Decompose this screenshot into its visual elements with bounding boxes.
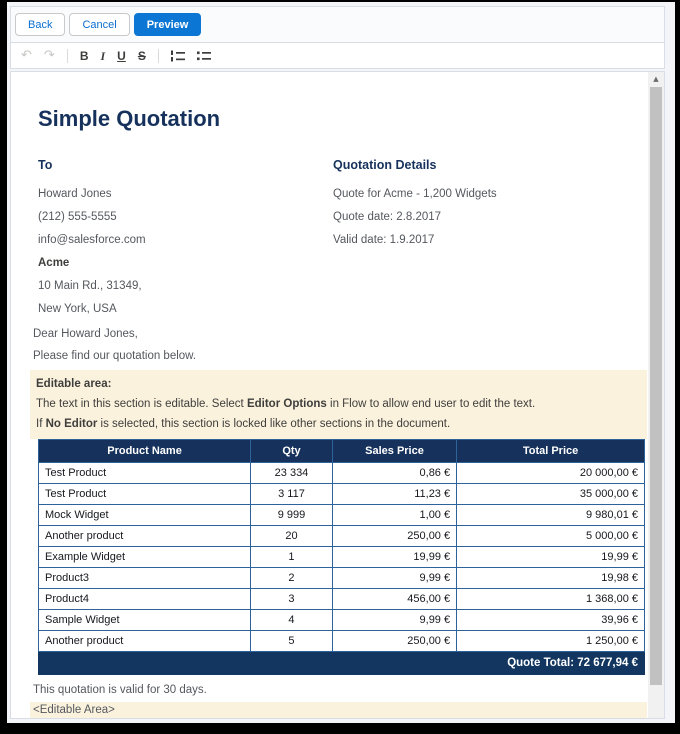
note-text: If <box>36 418 46 430</box>
cell-sales-price: 19,99 € <box>332 547 456 568</box>
intro-text: Please find our quotation below. <box>33 350 197 362</box>
cell-qty: 20 <box>251 526 333 547</box>
recipient-email: info@salesforce.com <box>38 234 146 246</box>
italic-button[interactable]: I <box>100 48 106 63</box>
quote-line-items-table <box>38 439 645 675</box>
cell-product-name: Product4 <box>39 589 251 610</box>
scrollbar-up-arrow-icon[interactable]: ▲ <box>653 75 659 83</box>
quotation-details-heading: Quotation Details <box>333 158 437 172</box>
recipient-address-line2: New York, USA <box>38 303 117 315</box>
editable-area-note[interactable] <box>30 370 647 439</box>
back-button[interactable]: Back <box>15 13 65 36</box>
recipient-phone: (212) 555-5555 <box>38 211 117 223</box>
cell-total-price: 9 980,01 € <box>457 505 645 526</box>
top-toolbar <box>10 6 665 43</box>
cell-product-name: Another product <box>39 631 251 652</box>
cell-sales-price: 0,86 € <box>332 463 456 484</box>
note-text: in Flow to allow end user to edit the text. <box>326 398 536 410</box>
cell-qty: 23 334 <box>251 463 333 484</box>
underline-button[interactable]: U <box>117 48 126 63</box>
valid-date: Valid date: 1.9.2017 <box>333 234 435 246</box>
bullet-list-icon[interactable] <box>197 50 211 62</box>
cell-product-name: Product3 <box>39 568 251 589</box>
cell-sales-price: 456,00 € <box>332 589 456 610</box>
cell-product-name: Test Product <box>39 463 251 484</box>
salutation-text: Dear Howard Jones, <box>33 328 138 340</box>
cell-product-name: Mock Widget <box>39 505 251 526</box>
note-text: is selected, this section is locked like other sections in the document. <box>97 418 451 430</box>
cell-product-name: Test Product <box>39 484 251 505</box>
document-title: Simple Quotation <box>38 106 221 131</box>
editable-area-placeholder[interactable]: <Editable Area> <box>30 702 647 718</box>
note-text: The text in this section is editable. Select <box>36 398 247 410</box>
cell-product-name: Sample Widget <box>39 610 251 631</box>
note-bold-text: Editor Options <box>246 398 327 410</box>
cell-sales-price: 11,23 € <box>332 484 456 505</box>
undo-icon[interactable]: ↶ <box>21 47 32 63</box>
table-row <box>39 505 645 526</box>
quotation-details-section <box>333 158 647 321</box>
format-toolbar <box>10 43 665 69</box>
table-row <box>39 610 645 631</box>
cell-sales-price: 9,99 € <box>332 568 456 589</box>
editable-note-line1 <box>36 394 641 414</box>
header-columns <box>38 158 647 321</box>
bold-button[interactable]: B <box>79 48 89 63</box>
recipient-address-line1: 10 Main Rd., 31349, <box>38 280 142 292</box>
cell-sales-price: 9,99 € <box>332 610 456 631</box>
cell-qty: 4 <box>251 610 333 631</box>
toolbar-divider <box>67 49 68 63</box>
app-screen <box>7 2 675 723</box>
quote-total-value: Quote Total: 72 677,94 € <box>39 652 645 675</box>
cell-qty: 9 999 <box>251 505 333 526</box>
cell-sales-price: 1,00 € <box>332 505 456 526</box>
table-row <box>39 568 645 589</box>
cell-qty: 3 117 <box>251 484 333 505</box>
editable-note-heading: Editable area: <box>36 378 112 390</box>
table-row <box>39 484 645 505</box>
cell-product-name: Another product <box>39 526 251 547</box>
editable-note-line2 <box>36 414 641 434</box>
cell-qty: 1 <box>251 547 333 568</box>
cell-total-price: 39,96 € <box>457 610 645 631</box>
recipient-section <box>38 158 333 321</box>
table-header-row <box>39 440 645 463</box>
cell-total-price: 5 000,00 € <box>457 526 645 547</box>
cell-sales-price: 250,00 € <box>332 631 456 652</box>
quote-subject: Quote for Acme - 1,200 Widgets <box>333 188 497 200</box>
cell-qty: 5 <box>251 631 333 652</box>
quote-total-row <box>39 652 645 675</box>
cancel-button[interactable]: Cancel <box>69 13 129 36</box>
table-row <box>39 589 645 610</box>
cell-sales-price: 250,00 € <box>332 526 456 547</box>
cell-qty: 3 <box>251 589 333 610</box>
cell-total-price: 1 368,00 € <box>457 589 645 610</box>
cell-total-price: 35 000,00 € <box>457 484 645 505</box>
column-header-total-price: Total Price <box>457 440 645 463</box>
column-header-qty: Qty <box>251 440 333 463</box>
quote-date: Quote date: 2.8.2017 <box>333 211 442 223</box>
strikethrough-button[interactable]: S <box>137 48 146 63</box>
vertical-scrollbar[interactable] <box>648 72 664 718</box>
scrollbar-thumb[interactable] <box>650 87 662 685</box>
cell-total-price: 19,99 € <box>457 547 645 568</box>
note-bold-text: No Editor <box>45 418 98 430</box>
table-row <box>39 463 645 484</box>
cell-total-price: 19,98 € <box>457 568 645 589</box>
preview-button[interactable]: Preview <box>134 13 202 36</box>
recipient-heading: To <box>38 158 53 172</box>
recipient-company: Acme <box>38 257 70 269</box>
table-row <box>39 631 645 652</box>
recipient-name: Howard Jones <box>38 188 112 200</box>
numbered-list-icon[interactable] <box>171 50 185 62</box>
table-row <box>39 526 645 547</box>
document-editor-canvas[interactable] <box>10 71 665 719</box>
table-row <box>39 547 645 568</box>
toolbar-divider <box>158 49 159 63</box>
column-header-product-name: Product Name <box>39 440 251 463</box>
cell-total-price: 1 250,00 € <box>457 631 645 652</box>
cell-product-name: Example Widget <box>39 547 251 568</box>
cell-qty: 2 <box>251 568 333 589</box>
redo-icon[interactable]: ↷ <box>43 47 55 63</box>
document-content <box>11 72 647 718</box>
validity-text: This quotation is valid for 30 days. <box>33 684 207 696</box>
column-header-sales-price: Sales Price <box>332 440 456 463</box>
cell-total-price: 20 000,00 € <box>457 463 645 484</box>
